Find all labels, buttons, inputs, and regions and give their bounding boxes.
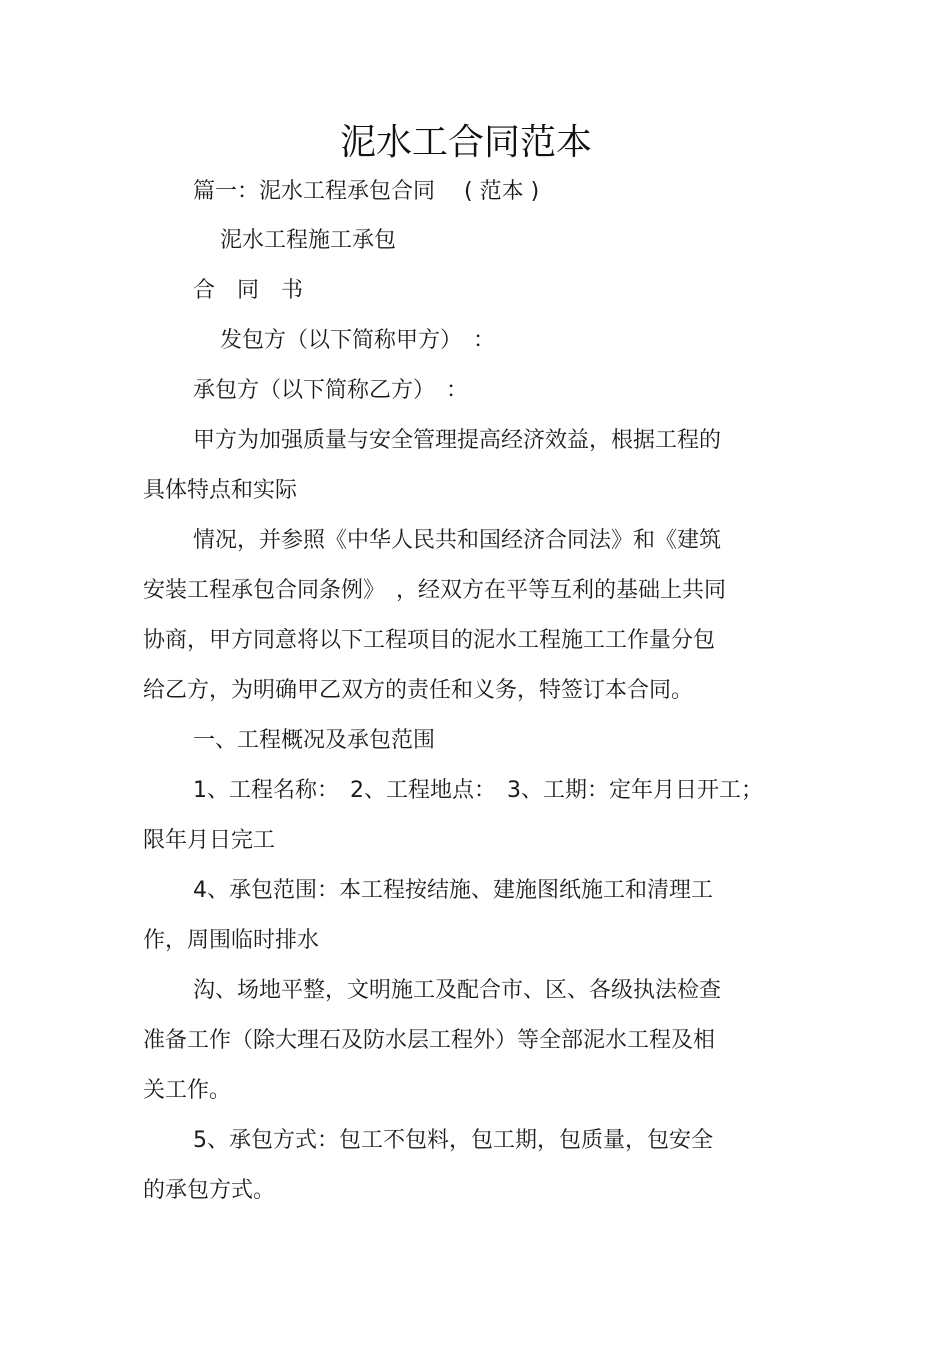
paragraph-line: 限年月日完工 (143, 828, 276, 853)
paragraph-line: 4、承包范围：本工程按结施、建施图纸施工和清理工 (193, 878, 713, 903)
paragraph-line: 沟、场地平整，文明施工及配合市、区、各级执法检查 (193, 978, 722, 1003)
paragraph-line: 的承包方式。 (143, 1178, 276, 1203)
document-title: 泥水工合同范本 (339, 122, 592, 163)
paragraph-line: 1、工程名称： 2、工程地点： 3、工期：定年月日开工； (193, 778, 763, 803)
paragraph-line: 作，周围临时排水 (143, 928, 320, 953)
party-b-line: 承包方（以下简称乙方） ： (193, 378, 469, 403)
section-heading: 篇一：泥水工程承包合同 ( 范本 ) (193, 179, 540, 204)
party-a-line: 发包方（以下简称甲方） ： (220, 328, 496, 353)
contract-book-label: 合 同 书 (193, 278, 304, 303)
paragraph-line: 安装工程承包合同条例》 ，经双方在平等互利的基础上共同 (143, 578, 727, 603)
paragraph-line: 协商，甲方同意将以下工程项目的泥水工程施工工作量分包 (143, 628, 716, 653)
paragraph-line: 5、承包方式：包工不包料，包工期，包质量，包安全 (193, 1128, 713, 1153)
paragraph-line: 具体特点和实际 (143, 478, 298, 503)
paragraph-line: 准备工作（除大理石及防水层工程外）等全部泥水工程及相 (143, 1028, 716, 1053)
paragraph-line: 给乙方，为明确甲乙双方的责任和义务，特签订本合同。 (143, 678, 694, 703)
section-heading: 一、工程概况及承包范围 (193, 728, 436, 753)
paragraph-line: 情况，并参照《中华人民共和国经济合同法》和《建筑 (193, 528, 722, 553)
contract-subtitle: 泥水工程施工承包 (220, 228, 397, 253)
paragraph-line: 关工作。 (143, 1078, 232, 1103)
paragraph-line: 甲方为加强质量与安全管理提高经济效益，根据工程的 (193, 428, 722, 453)
